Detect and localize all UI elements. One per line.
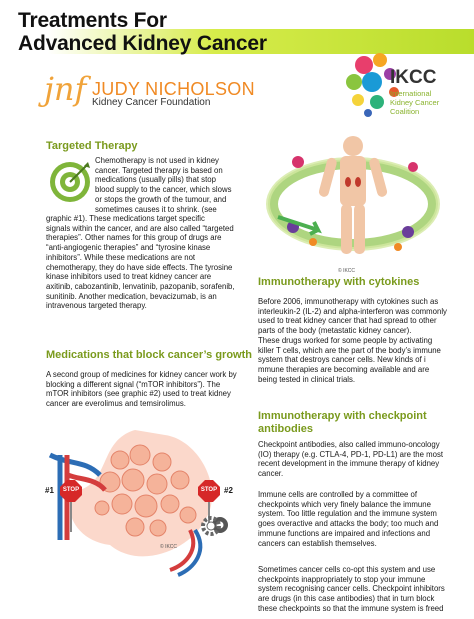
text-line: cancer. Targeted therapy is based on (95, 165, 223, 175)
targeted-heading: Targeted Therapy (46, 140, 138, 152)
growth-heading: Medications that block cancer’s growth (46, 349, 252, 361)
figure-caption: © IKCC (338, 268, 356, 274)
text-line: these checkpoints so that the immune system is freed (258, 603, 444, 613)
target-icon (48, 160, 92, 204)
checkpoint-para1 (258, 440, 443, 479)
growth-text (46, 370, 237, 409)
ikcc-line1: International (390, 89, 432, 98)
text-line: Checkpoint antibodies, also called immuno-oncology (258, 440, 440, 449)
page-title-line1: Treatments For (18, 9, 167, 32)
text-line: killer T cells, which are the part of the body’s immune (258, 345, 441, 355)
text-line: intravenous targeted therapy. (46, 301, 147, 311)
text-line: sunitinib. Another medication, bevacizumab, is an (46, 291, 217, 301)
graphic-caption: © IKCC (160, 544, 178, 550)
jnf-subtitle: Kidney Cancer Foundation (92, 97, 211, 108)
text-line: signals within the cancer, and are also called “targeted (46, 223, 234, 233)
ikcc-line2: Kidney Cancer (390, 98, 440, 107)
text-line: chemotherapy, they do have side effects. The tyrosine (46, 262, 233, 272)
text-line: interleukin-2 (IL-2) and alpha-interferon was commonly (258, 306, 447, 316)
text-line: blocking a different signal (“mTOR inhibitors”). The (46, 379, 221, 389)
text-line: system recognising cancer cells. Checkpoint inhibitors (258, 584, 445, 594)
cytokines-text (258, 297, 447, 384)
text-line: cancers can establish themselves. (258, 538, 377, 548)
text-line: graphic #1). These medications target specific (46, 214, 205, 223)
text-line: inhibitors”. While these medications are not (46, 252, 196, 262)
text-line: cancer. (258, 469, 284, 479)
stop-sign-1-label: STOP (62, 487, 80, 493)
text-line: immune functions are impaired and infections and (258, 528, 431, 538)
text-line: checkpoints which very finely balance the immune (258, 499, 431, 509)
text-line: used to treat kidney cancer that had spread to other (258, 316, 437, 326)
text-line: Immune cells are controlled by a committee of (258, 490, 418, 499)
ikcc-line3: Coalition (390, 107, 420, 116)
text-line: parts of the body (metastatic kidney cancer). (258, 326, 412, 336)
text-line: axitinib, cabozantinib, lenvatinib, pazopanib, sorafenib, (46, 281, 235, 291)
text-line: sometimes causes it to shrink. (see (95, 204, 217, 214)
text-line: are drugs (in this case antibodies) that in turn block (258, 594, 435, 604)
text-line: or stops the growth of the tumour, and (95, 194, 227, 204)
text-line: Sometimes cancer cells co-opt this system and use (258, 565, 436, 574)
text-line: These drugs worked for some people by activating (258, 335, 433, 345)
graphic-label-1: #1 (45, 486, 54, 495)
text-line: mTOR inhibitors (see graphic #2) used to treat kidney (46, 389, 231, 399)
text-line: medications (usually pills) that stop (95, 175, 216, 185)
checkpoint-para2 (258, 490, 438, 548)
text-line: checkpoints inappropriately to stop your immune (258, 574, 426, 584)
text-line: cancer are everolimus and temsirolimus. (46, 399, 186, 409)
checkpoint-heading-line2: antibodies (258, 423, 314, 435)
text-line: A second group of medicines for kidney cancer work by (46, 370, 237, 379)
cytokines-heading: Immunotherapy with cytokines (258, 276, 420, 288)
text-line: therapies”. Other names for this group of drugs are (46, 233, 222, 243)
page-title-line2: Advanced Kidney Cancer (18, 32, 267, 55)
body-illustration (258, 132, 448, 272)
text-line: goes overactive and attacks the body; too much and (258, 519, 439, 529)
stop-sign-2-label: STOP (200, 487, 218, 493)
graphic-label-2: #2 (224, 486, 233, 495)
text-line: system. Too little regulation and the immune system (258, 509, 437, 519)
text-line: blood supply to the cancer, which slows (95, 185, 232, 195)
targeted-text-wrapped (95, 156, 232, 214)
text-line: mmune therapies are becoming available and are (258, 364, 430, 374)
text-line: recent development in the immune therapy of kidney (258, 459, 440, 469)
jnf-monogram: jnf (44, 70, 87, 108)
checkpoint-para3 (258, 565, 445, 614)
ikcc-abbr: IKCC (390, 67, 437, 88)
text-line: system that destroys cancer cells. New kinds of i (258, 355, 426, 365)
gear-icon (200, 515, 222, 537)
checkpoint-heading-line1: Immunotherapy with checkpoint (258, 410, 427, 422)
text-line: “anti-angiogenic therapies” and “tyrosine kinase (46, 243, 211, 253)
jnf-name: JUDY NICHOLSON (92, 79, 255, 99)
text-line: (IO) therapy (e.g. CTLA-4, PD-1, PD-L1) are the most (258, 449, 444, 459)
text-line: Before 2006, immunotherapy with cytokines such as (258, 297, 439, 306)
targeted-text-full (46, 214, 235, 311)
text-line: kinase inhibitors used to treat kidney cancer are (46, 272, 212, 282)
stop-post-1 (70, 502, 72, 532)
text-line: Chemotherapy is not used in kidney (95, 156, 219, 165)
text-line: being tested in clinical trials. (258, 374, 356, 384)
